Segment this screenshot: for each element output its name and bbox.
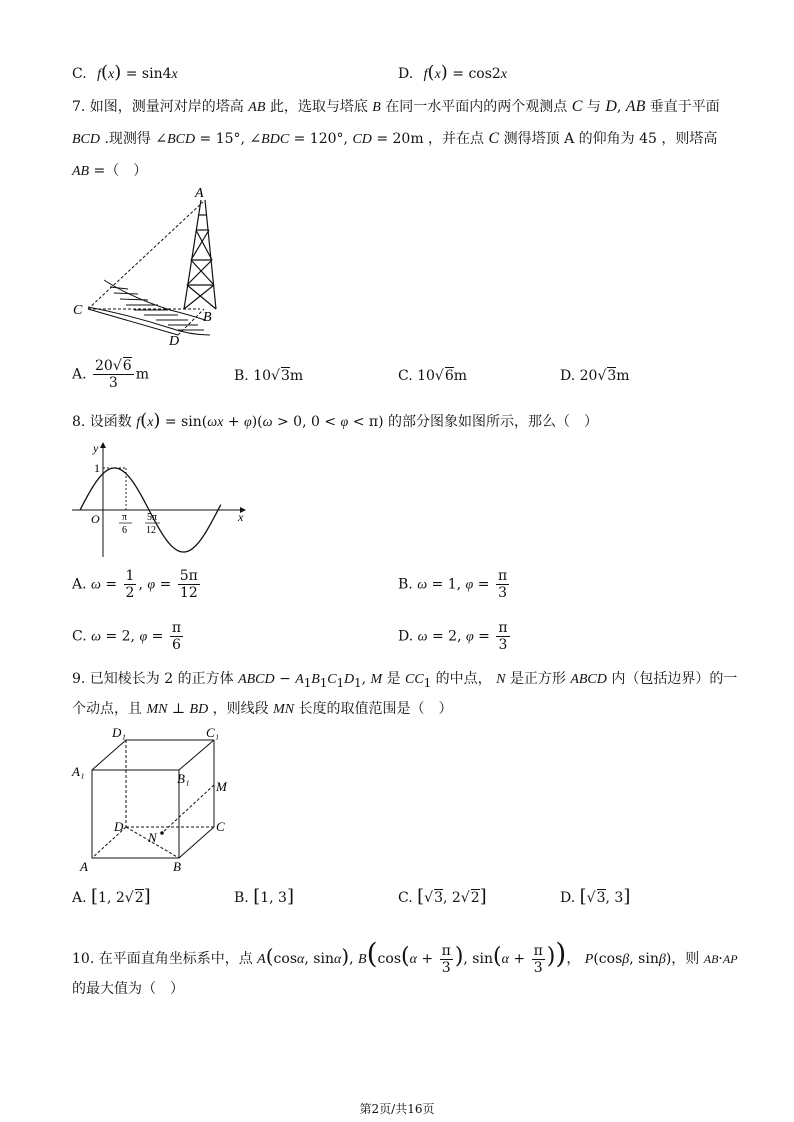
q9-option-b-label: B. (234, 890, 249, 906)
q8-option-a: A. ω = $\frac{1}{2}$ , φ = $\frac{5\pi}{12}$ (72, 568, 198, 601)
q8-tick-5pi-12 (145, 512, 160, 536)
q7-option-b-label: B. (234, 368, 249, 384)
q9-label-a1: A₁ (72, 764, 85, 779)
q9-option-a-label: A. (72, 890, 87, 906)
q9-label-b: B (173, 859, 181, 874)
q9-label-n: N (148, 830, 157, 845)
q6-option-c-formula: f (97, 67, 102, 82)
q7-option-a: A. $\frac{20√6}{3}$ m (72, 358, 149, 391)
q7-option-d-label: D. (560, 368, 576, 384)
q8-graph (70, 440, 250, 560)
svg-text:π: π (122, 512, 128, 523)
q8-option-b: B. ω = 1, φ = $\frac{\pi}{3}$ (398, 568, 508, 601)
svg-text:5π: 5π (147, 512, 158, 523)
q10-line-1: 10. 在平面直角坐标系中，点 A(cosα, sinα), B(cos(α + $\frac{\pi}{3}$ ), sin(α + $\frac{\pi}{3}$ ))， P(cosβ, sinβ)，则 AB·AP (72, 937, 738, 976)
q9-line-2: 个动点，且 MN ⊥ BD ，则线段 MN 长度的取值范围是（ ） (72, 701, 453, 717)
q10-line-2: 的最大值为（ ） (72, 981, 184, 997)
q9-cube (70, 725, 250, 875)
q8-option-d-label: D. (398, 628, 414, 645)
q9-label-m: M (216, 779, 227, 794)
q7-option-b: B. 10√3m (234, 368, 304, 384)
q9-point-n (160, 831, 164, 835)
q6-option-d: D. f(x) = cos2x (398, 62, 508, 83)
q7-figure (70, 185, 230, 349)
q9-label-a: A (80, 859, 88, 874)
q7-line-1: 7. 如图，测量河对岸的塔高 AB 此，选取与塔底 B 在同一水平面内的两个观测点 C 与 D, AB 垂直于平面 (72, 98, 720, 115)
q7-label-d: D (169, 334, 180, 349)
q9-option-d-label: D. (560, 890, 576, 906)
q8-label-y: y (93, 441, 99, 455)
q9-option-c: C. [√3, 2√2] (398, 886, 487, 907)
q9-label-c1: C₁ (206, 725, 220, 740)
q8-option-d: D. ω = 2, φ = $\frac{\pi}{3}$ (398, 620, 508, 653)
q8-label-one: 1 (94, 461, 100, 475)
q8-label-origin: O (91, 512, 100, 526)
svg-text:6: 6 (122, 525, 127, 536)
svg-text:12: 12 (146, 525, 156, 536)
q9-label-d1: D₁ (112, 725, 126, 740)
q7-label-a: A (195, 186, 204, 201)
q8-label-x: x (238, 510, 244, 524)
q8-line-1: 8. 设函数 f(x) = sin(ωx + φ)(ω > 0, 0 < φ < π) 的部分图象如图所示，那么（ ） (72, 410, 599, 431)
q6-option-d-formula: f (423, 67, 428, 82)
q8-tick-pi-6 (119, 512, 132, 536)
q9-label-d: D (114, 819, 124, 834)
q7-option-c-label: C. (398, 368, 413, 384)
q9-option-c-label: C. (398, 890, 413, 906)
q7-line-2: BCD .现测得 ∠BCD = 15°, ∠BDC = 120°, CD = 20m ，并在点 C 测得塔顶 A 的仰角为 45 ，则塔高 (72, 130, 718, 147)
q7-option-a-label: A. (72, 366, 87, 383)
q7-line-ca (88, 202, 203, 309)
q8-option-c-label: C. (72, 628, 87, 645)
q6-option-d-label: D. (398, 66, 414, 82)
q8-option-b-label: B. (398, 576, 413, 593)
q9-option-b: B. [1, 3] (234, 886, 294, 907)
q7-label-b: B (203, 310, 212, 325)
q7-line-3: AB =（ ） (72, 163, 148, 179)
q9-line-1: 9. 已知棱长为 2 的正方体 ABCD − $A_1B_1C_1D_1$, M 是 $CC_1$ 的中点， N 是正方形 ABCD 内（包括边界）的一 (72, 671, 738, 690)
q8-option-a-label: A. (72, 576, 87, 593)
q6-option-c-label: C. (72, 66, 87, 82)
q7-option-d: D. 20√3m (560, 368, 630, 384)
q9-label-c: C (216, 819, 225, 834)
q7-option-c: C. 10√6m (398, 368, 468, 384)
q7-tower (184, 200, 216, 309)
q7-river-bank-lower (88, 307, 210, 335)
q7-option-a-value: $\frac{20√6}{3}$ (95, 358, 132, 391)
q8-y-arrow (100, 442, 106, 448)
q7-label-c: C (73, 303, 83, 318)
q9-option-a: A. [1, 2√2] (72, 886, 151, 907)
q8-option-c: C. ω = 2, φ = $\frac{\pi}{6}$ (72, 620, 182, 653)
page-footer: 第2页/共16页 (359, 1102, 435, 1116)
q9-label-b1: B₁ (177, 771, 190, 786)
q6-option-c: C. f(x) = sin4x (72, 62, 178, 83)
q7-line-cd (88, 309, 178, 335)
q9-option-d: D. [√3, 3] (560, 886, 631, 907)
